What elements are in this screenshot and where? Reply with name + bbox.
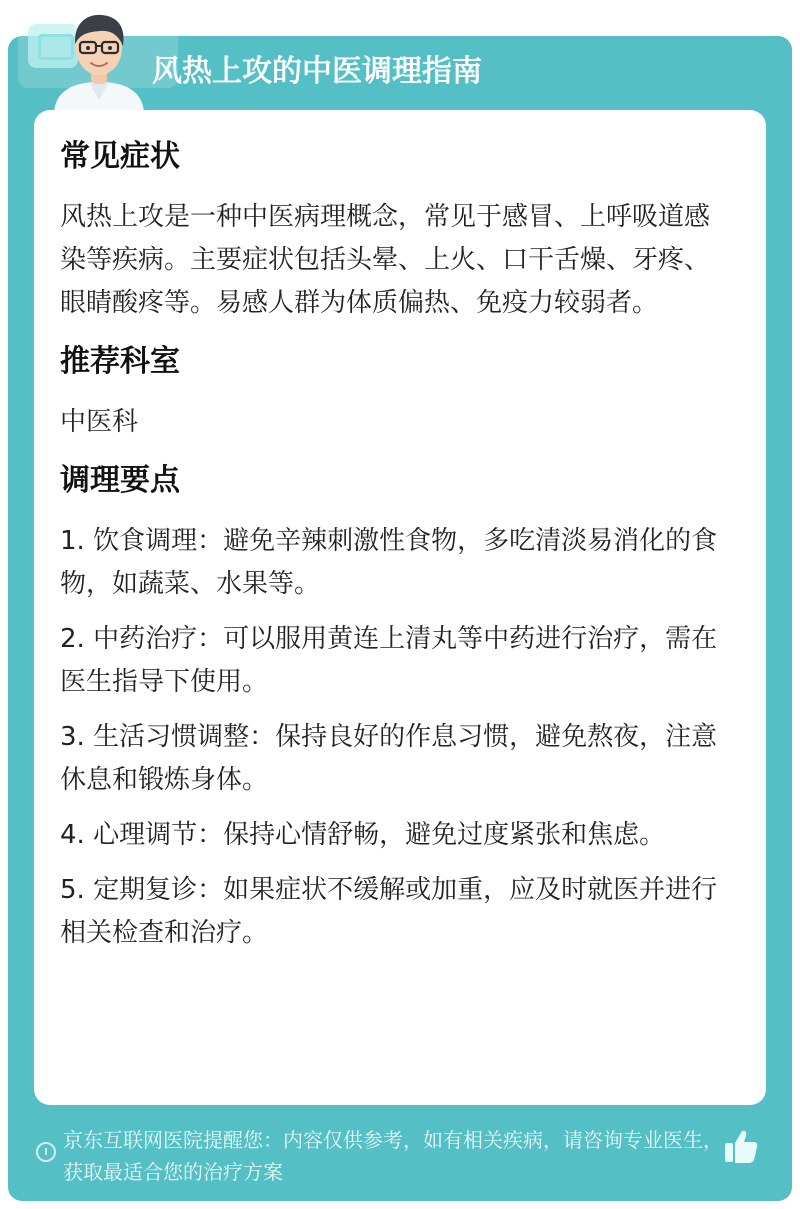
doctor-avatar-icon [44, 4, 154, 112]
content-body [60, 134, 730, 969]
care-list [60, 520, 730, 955]
section-heading: 常见症状 [60, 139, 180, 174]
list-item: 2. 中药治疗：可以服用黄连上清丸等中药进行治疗，需在医生指导下使用。 [60, 624, 718, 697]
list-item: 4. 心理调节：保持心情舒畅，避免过度紧张和焦虑。 [60, 820, 666, 850]
section-symptoms [60, 134, 730, 325]
section-text: 中医科 [60, 407, 139, 437]
section-department [60, 339, 730, 444]
list-item: 5. 定期复诊：如果症状不缓解或加重，应及时就医并进行相关检查和治疗。 [60, 875, 718, 948]
section-care [60, 458, 730, 955]
page-title: 风热上攻的中医调理指南 [152, 54, 482, 89]
section-text: 风热上攻是一种中医病理概念，常见于感冒、上呼吸道感染等疾病。主要症状包括头晕、上火、口干舌燥、牙疼、眼睛酸疼等。易感人群为体质偏热、免疫力较弱者。 [60, 202, 711, 318]
footer-text: 京东互联网医院提醒您：内容仅供参考，如有相关疾病，请咨询专业医生，获取最适合您的治疗方案 [63, 1128, 723, 1184]
section-heading: 调理要点 [60, 463, 180, 498]
thumbs-up-icon[interactable] [724, 1128, 758, 1164]
info-icon [36, 1142, 56, 1162]
content-card [34, 110, 766, 1105]
section-heading: 推荐科室 [60, 344, 180, 379]
list-item: 1. 饮食调理：避免辛辣刺激性食物，多吃清淡易消化的食物，如蔬菜、水果等。 [60, 526, 718, 599]
list-item: 3. 生活习惯调整：保持良好的作息习惯，避免熬夜，注意休息和锻炼身体。 [60, 722, 718, 795]
